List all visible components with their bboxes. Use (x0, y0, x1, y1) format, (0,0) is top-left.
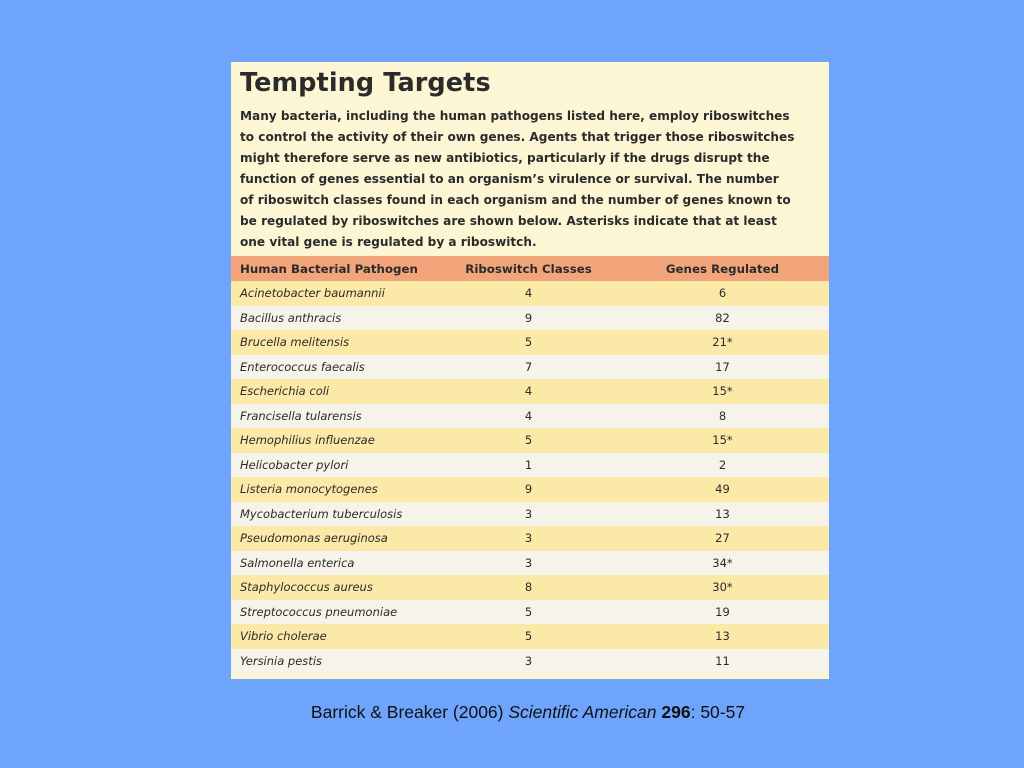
cell-classes: 5 (524, 433, 533, 448)
cell-classes: 5 (524, 604, 533, 619)
cell-classes: 3 (524, 506, 533, 521)
citation-authors-year: Barrick & Breaker (2006) (310, 702, 509, 722)
cell-genes: 49 (715, 482, 730, 497)
cell-genes: 17 (715, 359, 730, 374)
table-row (231, 551, 829, 576)
table-row (231, 649, 829, 674)
table-row (231, 330, 829, 355)
cell-pathogen: Hemophilius influenzae (240, 433, 375, 448)
cell-classes: 3 (524, 555, 533, 570)
table-row (231, 600, 829, 625)
table-header-row (231, 256, 829, 281)
cell-pathogen: Staphylococcus aureus (240, 580, 373, 595)
cell-pathogen: Salmonella enterica (240, 555, 355, 570)
table-row (231, 355, 829, 380)
cell-genes: 15* (712, 384, 733, 399)
cell-classes: 3 (524, 531, 533, 546)
table-row (231, 404, 829, 429)
table-row (231, 624, 829, 649)
cell-pathogen: Listeria monocytogenes (240, 482, 378, 497)
cell-pathogen: Enterococcus faecalis (240, 359, 365, 374)
table-row (231, 428, 829, 453)
cell-classes: 9 (524, 482, 533, 497)
citation-pages: : 50-57 (690, 702, 746, 722)
cell-genes: 8 (718, 408, 727, 423)
cell-genes: 15* (712, 433, 733, 448)
cell-classes: 5 (524, 629, 533, 644)
cell-classes: 5 (524, 335, 533, 350)
cell-classes: 4 (524, 408, 533, 423)
table-row (231, 502, 829, 527)
cell-pathogen: Bacillus anthracis (240, 310, 342, 325)
table-body (231, 281, 829, 673)
cell-pathogen: Acinetobacter baumannii (240, 286, 385, 301)
cell-pathogen: Francisella tularensis (240, 408, 362, 423)
cell-classes: 8 (524, 580, 533, 595)
header-genes-regulated: Genes Regulated (665, 261, 780, 276)
description-line: one vital gene is regulated by a riboswitch. (240, 235, 537, 249)
cell-classes: 9 (524, 310, 533, 325)
cell-pathogen: Streptococcus pneumoniae (240, 604, 398, 619)
pathogen-table (231, 256, 829, 673)
table-row (231, 526, 829, 551)
header-riboswitch-classes: Riboswitch Classes (465, 261, 592, 276)
figure-title: Tempting Targets (240, 68, 491, 98)
table-row (231, 379, 829, 404)
citation (0, 702, 1024, 723)
cell-genes: 19 (715, 604, 730, 619)
cell-genes: 13 (715, 629, 730, 644)
cell-classes: 1 (524, 457, 533, 472)
cell-classes: 7 (524, 359, 533, 374)
figure-panel (231, 62, 829, 679)
cell-genes: 34* (712, 555, 733, 570)
cell-genes: 13 (715, 506, 730, 521)
cell-pathogen: Helicobacter pylori (240, 457, 349, 472)
cell-pathogen: Escherichia coli (240, 384, 330, 399)
description-line: Many bacteria, including the human pathogens listed here, employ riboswitches (240, 109, 790, 123)
description-line: of riboswitch classes found in each organism and the number of genes known to (240, 193, 791, 207)
cell-pathogen: Vibrio cholerae (240, 629, 327, 644)
header-pathogen: Human Bacterial Pathogen (240, 261, 418, 276)
table-row (231, 477, 829, 502)
cell-genes: 82 (715, 310, 730, 325)
figure-description (240, 106, 815, 253)
cell-genes: 11 (715, 653, 730, 668)
description-line: function of genes essential to an organism’s virulence or survival. The number (240, 172, 779, 186)
description-line: might therefore serve as new antibiotics, particularly if the drugs disrupt the (240, 151, 770, 165)
cell-pathogen: Yersinia pestis (240, 653, 322, 668)
cell-classes: 3 (524, 653, 533, 668)
cell-genes: 2 (718, 457, 727, 472)
table-row (231, 306, 829, 331)
cell-classes: 4 (524, 384, 533, 399)
description-line: to control the activity of their own genes. Agents that trigger those riboswitches (240, 130, 795, 144)
cell-genes: 27 (715, 531, 730, 546)
cell-genes: 21* (712, 335, 733, 350)
cell-genes: 6 (718, 286, 727, 301)
cell-pathogen: Mycobacterium tuberculosis (240, 506, 403, 521)
cell-classes: 4 (524, 286, 533, 301)
citation-journal: Scientific American (508, 702, 657, 722)
description-line: be regulated by riboswitches are shown below. Asterisks indicate that at least (240, 214, 777, 228)
table-row (231, 281, 829, 306)
cell-pathogen: Brucella melitensis (240, 335, 350, 350)
table-row (231, 575, 829, 600)
cell-pathogen: Pseudomonas aeruginosa (240, 531, 388, 546)
cell-genes: 30* (712, 580, 733, 595)
table-row (231, 453, 829, 478)
citation-volume: 296 (661, 702, 691, 722)
